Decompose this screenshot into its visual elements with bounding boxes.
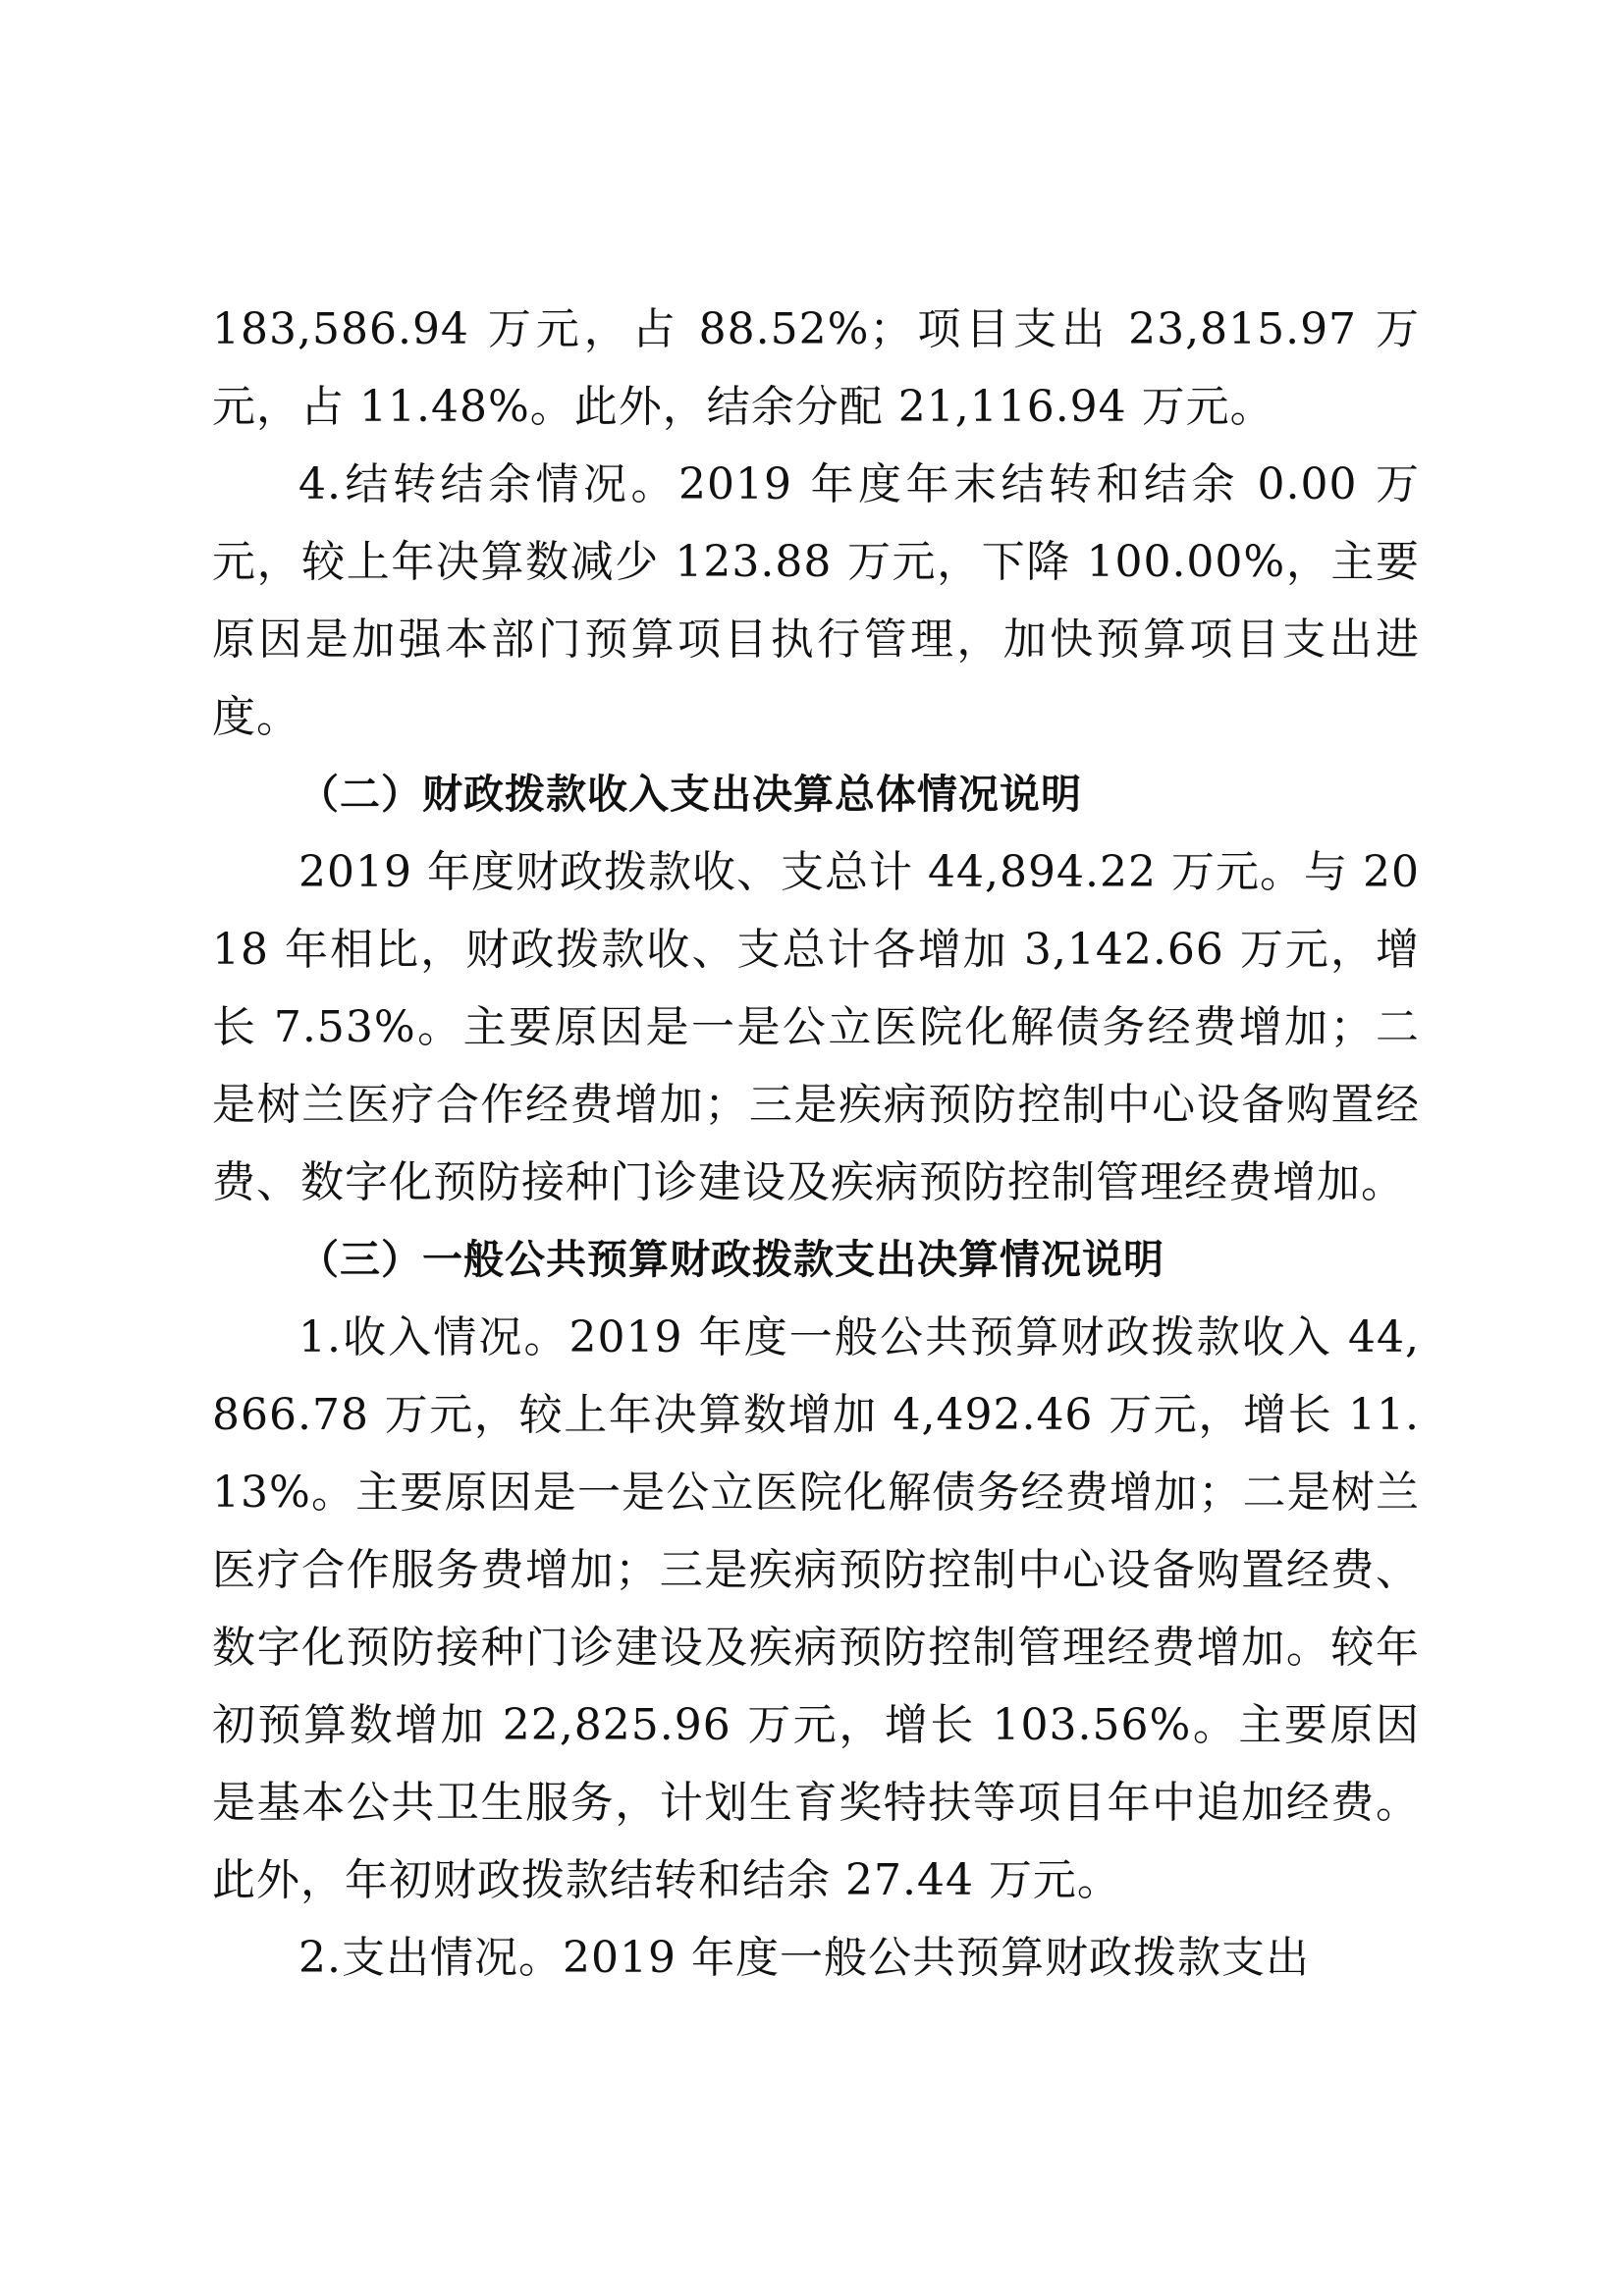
document-body [212, 291, 1420, 1997]
paragraph-carryover-balance: 4.结转结余情况。2019 年度年末结转和结余 0.00 万元，较上年决算数减少 123.88 万元，下降 100.00%，主要原因是加强本部门预算项目执行管理，加快预算项目支出进度。 [212, 459, 1420, 742]
section-heading-fiscal-appropriation-overview: （二）财政拨款收入支出决算总体情况说明 [298, 771, 1082, 818]
paragraph-income-situation: 1.收入情况。2019 年度一般公共预算财政拨款收入 44,866.78 万元，较上年决算数增加 4,492.46 万元，增长 11.13%。主要原因是一是公立医院化解债务经费增加；二是树兰医疗合作服务费增加；三是疾病预防控制中心设备购置经费、数字化预防接种门诊建设及疾病预防控制管理经费增加。较年初预算数增加 22,825.96 万元，增长 103.56%。主要原因是基本公共卫生服务，计划生育奖特扶等项目年中追加经费。此外，年初财政拨款结转和结余 27.44 万元。 [212, 1312, 1420, 1905]
paragraph-expenditure-situation: 2.支出情况。2019 年度一般公共预算财政拨款支出 [298, 1933, 1310, 1983]
paragraph-expenditure-continued: 183,586.94 万元，占 88.52%；项目支出 23,815.97 万元，占 11.48%。此外，结余分配 21,116.94 万元。 [212, 304, 1420, 432]
paragraph-fiscal-appropriation-total: 2019 年度财政拨款收、支总计 44,894.22 万元。与 2018 年相比，财政拨款收、支总计各增加 3,142.66 万元，增长 7.53%。主要原因是一是公立医院化解债务经费增加；二是树兰医疗合作经费增加；三是疾病预防控制中心设备购置经费、数字化预防接种门诊建设及疾病预防控制管理经费增加。 [212, 847, 1420, 1207]
section-heading-general-public-budget: （三）一般公共预算财政拨款支出决算情况说明 [298, 1236, 1164, 1283]
